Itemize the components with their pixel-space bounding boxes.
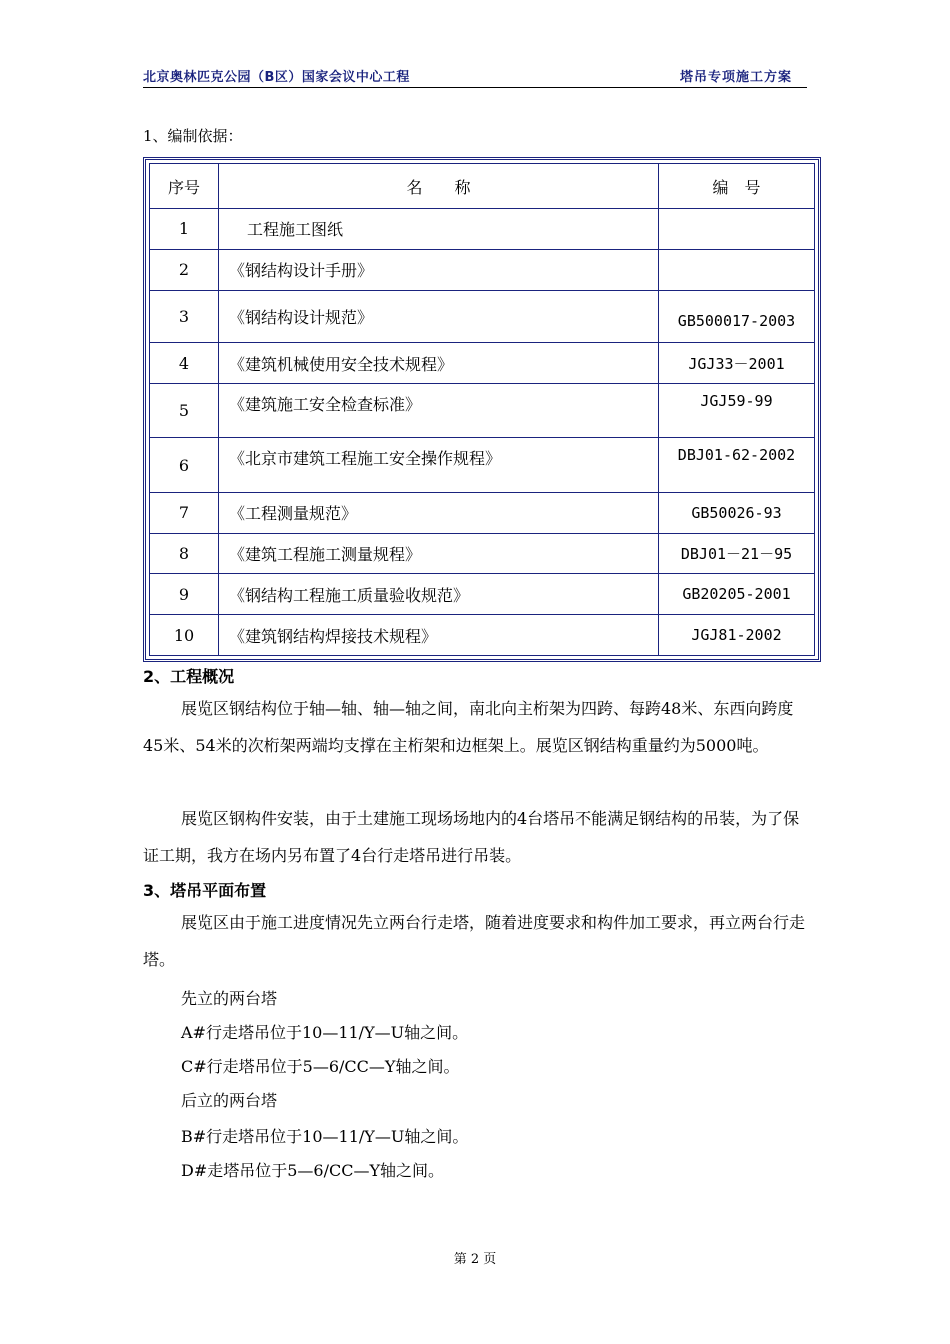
section2-paragraph-1: 展览区钢结构位于轴—轴、轴—轴之间，南北向主桁架为四跨、每跨48米、东西向跨度45米、54米的次桁架两端均支撑在主桁架和边框架上。展览区钢结构重量约为5000吨。: [143, 699, 794, 755]
table-row: [150, 343, 815, 384]
header-name: 名 称: [219, 164, 659, 209]
row-no: 5: [150, 384, 219, 438]
header-document-title: 塔吊专项施工方案: [679, 70, 792, 85]
row-code: DBJ01-62-2002: [659, 438, 815, 492]
row-code: GB20205-2001: [659, 574, 815, 615]
table-row: [150, 209, 815, 250]
crane-list-line: C#行走塔吊位于5—6/CC—Y轴之间。: [181, 1057, 460, 1076]
crane-list-line: D#走塔吊位于5—6/CC—Y轴之间。: [181, 1161, 445, 1180]
row-code: GB50026-93: [659, 492, 815, 533]
section3-paragraph-1: 展览区由于施工进度情况先立两台行走塔，随着进度要求和构件加工要求，再立两台行走塔。: [143, 913, 806, 969]
row-name: 工程施工图纸: [219, 209, 659, 250]
row-name: 《建筑钢结构焊接技术规程》: [219, 615, 659, 656]
table-row: [150, 290, 815, 343]
table-row: [150, 384, 815, 438]
table-row: [150, 492, 815, 533]
row-code: JGJ81-2002: [659, 615, 815, 656]
row-code: DBJ01－21－95: [659, 533, 815, 574]
section1-title: 1、编制依据：: [143, 127, 243, 145]
crane-list-line: B#行走塔吊位于10—11/Y—U轴之间。: [181, 1127, 469, 1146]
row-no: 7: [150, 492, 219, 533]
row-code: JGJ59-99: [659, 384, 815, 438]
row-code: GB500017-2003: [659, 290, 815, 343]
header-divider: [143, 87, 807, 88]
table-row: [150, 249, 815, 290]
row-no: 6: [150, 438, 219, 492]
row-name: 《北京市建筑工程施工安全操作规程》: [219, 438, 659, 492]
reference-table: [149, 163, 815, 656]
row-code: [659, 209, 815, 250]
row-no: 9: [150, 574, 219, 615]
page-number: 第 2 页: [453, 1252, 497, 1267]
table-row: [150, 574, 815, 615]
row-name: 《工程测量规范》: [219, 492, 659, 533]
crane-list-line: 后立的两台塔: [181, 1091, 278, 1110]
row-name: 《钢结构工程施工质量验收规范》: [219, 574, 659, 615]
row-name: 《建筑机械使用安全技术规程》: [219, 343, 659, 384]
table-row: [150, 438, 815, 492]
row-name: 《建筑工程施工测量规程》: [219, 533, 659, 574]
row-no: 4: [150, 343, 219, 384]
row-no: 8: [150, 533, 219, 574]
row-no: 2: [150, 249, 219, 290]
row-no: 10: [150, 615, 219, 656]
header-code: 编 号: [659, 164, 815, 209]
row-no: 3: [150, 290, 219, 343]
reference-table-frame: [143, 157, 821, 662]
crane-list-line: A#行走塔吊位于10—11/Y—U轴之间。: [181, 1023, 469, 1042]
row-no: 1: [150, 209, 219, 250]
header-no: 序号: [150, 164, 219, 209]
table-row: [150, 533, 815, 574]
header-project-title: 北京奥林匹克公园（B区）国家会议中心工程: [143, 70, 410, 85]
row-code: JGJ33－2001: [659, 343, 815, 384]
table-header-row: [150, 164, 815, 209]
row-name: 《建筑施工安全检查标准》: [219, 384, 659, 438]
table-row: [150, 615, 815, 656]
section3-title: 3、塔吊平面布置: [143, 881, 267, 900]
row-name: 《钢结构设计手册》: [219, 249, 659, 290]
row-code: [659, 249, 815, 290]
section2-title: 2、工程概况: [143, 667, 235, 686]
section2-paragraph-2: 展览区钢构件安装，由于土建施工现场场地内的4台塔吊不能满足钢结构的吊装，为了保证工期，我方在场内另布置了4台行走塔吊进行吊装。: [143, 809, 800, 865]
row-name: 《钢结构设计规范》: [219, 290, 659, 343]
crane-list-line: 先立的两台塔: [181, 989, 278, 1008]
